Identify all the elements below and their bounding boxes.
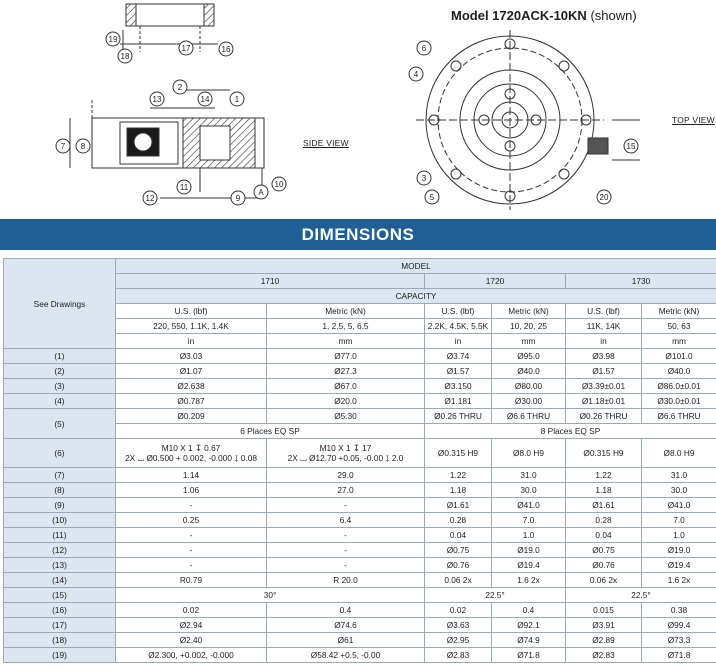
top-callouts — [409, 41, 638, 204]
table-cell: 0.02 — [116, 603, 267, 618]
table-cell: 0.04 — [425, 528, 492, 543]
table-cell: Ø101.0 — [642, 349, 716, 364]
table-cell: - — [267, 558, 425, 573]
table-cell: 31.0 — [642, 468, 716, 483]
svg-text:14: 14 — [200, 95, 210, 104]
table-cell: Ø0.76 — [566, 558, 642, 573]
table-cell: 22.5° — [425, 588, 566, 603]
row-ref: (1) — [4, 349, 116, 364]
table-row — [4, 379, 716, 394]
unit-header: U.S. (lbf) — [425, 304, 492, 319]
capacity-value: 1, 2.5, 5, 6.5 — [267, 319, 425, 334]
table-cell: Ø19.4 — [492, 558, 566, 573]
row-ref: (7) — [4, 468, 116, 483]
svg-text:4: 4 — [413, 70, 419, 79]
model-1710: 1710 — [116, 274, 425, 289]
row-ref: (3) — [4, 379, 116, 394]
row-ref: (14) — [4, 573, 116, 588]
table-cell: Ø6.6 THRU — [642, 409, 716, 424]
table-cell: 1.18 — [425, 483, 492, 498]
top-view-label: TOP VIEW — [672, 115, 715, 125]
table-cell: R0.79 — [116, 573, 267, 588]
table-cell: - — [116, 528, 267, 543]
table-cell: Ø74.6 — [267, 618, 425, 633]
table-row — [4, 588, 716, 603]
table-cell: Ø77.0 — [267, 349, 425, 364]
table-cell: Ø6.6 THRU — [492, 409, 566, 424]
row-ref: (15) — [4, 588, 116, 603]
table-cell: Ø61 — [267, 633, 425, 648]
svg-text:8: 8 — [80, 142, 86, 151]
table-cell: - — [116, 543, 267, 558]
table-cell: Ø40.0 — [492, 364, 566, 379]
table-cell: 22.5° — [566, 588, 716, 603]
table-cell: 0.02 — [425, 603, 492, 618]
length-unit: mm — [267, 334, 425, 349]
table-cell: Ø73.3 — [642, 633, 716, 648]
model-caption-rest: (shown) — [586, 8, 637, 23]
table-cell: Ø2.83 — [425, 648, 492, 663]
table-cell: 1.0 — [492, 528, 566, 543]
table-cell: 1.14 — [116, 468, 267, 483]
row-ref: (11) — [4, 528, 116, 543]
table-cell: 1.0 — [642, 528, 716, 543]
table-cell: 30.0 — [642, 483, 716, 498]
capacity-value: 220, 550, 1.1K, 1.4K — [116, 319, 267, 334]
table-row — [4, 468, 716, 483]
svg-text:1: 1 — [234, 95, 240, 104]
row-note: 8 Places EQ SP — [425, 424, 716, 439]
table-cell: Ø1.61 — [425, 498, 492, 513]
table-cell: Ø19.4 — [642, 558, 716, 573]
table-cell: Ø8.0 H9 — [642, 439, 716, 468]
table-cell: Ø2.300, +0.002, -0.000 — [116, 648, 267, 663]
row-ref: (5) — [4, 409, 116, 439]
capacity-value: 10, 20, 25 — [492, 319, 566, 334]
table-cell: Ø74.9 — [492, 633, 566, 648]
capacity-value: 11K, 14K — [566, 319, 642, 334]
table-cell: 0.28 — [425, 513, 492, 528]
table-row — [4, 439, 716, 468]
table-cell: 30° — [116, 588, 425, 603]
side-view-top-part — [120, 4, 218, 52]
table-cell: Ø2.83 — [566, 648, 642, 663]
table-cell: 1.06 — [116, 483, 267, 498]
model-caption — [451, 8, 637, 23]
table-cell: Ø1.181 — [425, 394, 492, 409]
unit-header: U.S. (lbf) — [566, 304, 642, 319]
svg-text:A: A — [258, 188, 264, 197]
table-cell — [267, 439, 425, 468]
table-cell: 0.28 — [566, 513, 642, 528]
table-cell: 7.0 — [642, 513, 716, 528]
table-cell: Ø19.0 — [492, 543, 566, 558]
table-row — [4, 498, 716, 513]
table-cell: Ø71.8 — [642, 648, 716, 663]
table-cell: Ø1.07 — [116, 364, 267, 379]
table-cell: Ø58.42 +0.5, -0.00 — [267, 648, 425, 663]
table-row — [4, 618, 716, 633]
row-ref: (2) — [4, 364, 116, 379]
table-cell: Ø40.0 — [642, 364, 716, 379]
table-cell: Ø41.0 — [492, 498, 566, 513]
table-cell: Ø27.3 — [267, 364, 425, 379]
svg-text:7: 7 — [60, 142, 66, 151]
top-view — [413, 30, 640, 210]
table-cell: Ø80.00 — [492, 379, 566, 394]
table-cell: 1.22 — [566, 468, 642, 483]
capacity-label: CAPACITY — [116, 289, 716, 304]
length-unit: in — [566, 334, 642, 349]
line: 2X ⌴ Ø0.500 + 0.002, -0.000 ↧ 0.08 — [125, 453, 257, 463]
table-cell: Ø3.98 — [566, 349, 642, 364]
svg-text:13: 13 — [152, 95, 162, 104]
row-note: 6 Places EQ SP — [116, 424, 425, 439]
table-cell — [116, 439, 267, 468]
table-cell: 0.25 — [116, 513, 267, 528]
table-cell: Ø41.0 — [642, 498, 716, 513]
table-row — [4, 528, 716, 543]
table-cell: Ø0.75 — [425, 543, 492, 558]
table-cell: 1.6 2x — [642, 573, 716, 588]
length-unit: mm — [642, 334, 716, 349]
table-cell: Ø92.1 — [492, 618, 566, 633]
svg-text:18: 18 — [120, 52, 130, 61]
line: 2X ⌴ Ø12.70 +0.05, -0.00 ↧ 2.0 — [287, 453, 404, 463]
model-1730: 1730 — [566, 274, 716, 289]
table-cell: Ø3.74 — [425, 349, 492, 364]
table-cell: Ø5.30 — [267, 409, 425, 424]
length-unit: in — [116, 334, 267, 349]
unit-header: Metric (kN) — [642, 304, 716, 319]
dimensions-table — [3, 258, 716, 663]
table-cell: - — [267, 543, 425, 558]
svg-text:10: 10 — [274, 180, 284, 189]
row-ref: (8) — [4, 483, 116, 498]
table-row — [4, 364, 716, 379]
table-cell: Ø2.94 — [116, 618, 267, 633]
table-cell: 31.0 — [492, 468, 566, 483]
line: M10 X 1 ↧ 17 — [319, 443, 372, 453]
row-ref: (13) — [4, 558, 116, 573]
table-cell: - — [267, 498, 425, 513]
svg-text:9: 9 — [235, 194, 241, 203]
svg-text:17: 17 — [181, 44, 191, 53]
row-ref: (17) — [4, 618, 116, 633]
table-cell: 7.0 — [492, 513, 566, 528]
table-cell: Ø0.76 — [425, 558, 492, 573]
table-cell: Ø99.4 — [642, 618, 716, 633]
table-row — [4, 603, 716, 618]
table-cell: Ø20.0 — [267, 394, 425, 409]
table-cell: Ø95.0 — [492, 349, 566, 364]
svg-text:3: 3 — [421, 174, 427, 183]
table-cell: 1.22 — [425, 468, 492, 483]
svg-text:12: 12 — [145, 194, 155, 203]
side-view-label: SIDE VIEW — [303, 138, 349, 148]
unit-header: Metric (kN) — [492, 304, 566, 319]
table-cell: Ø1.18±0.01 — [566, 394, 642, 409]
table-cell: Ø3.03 — [116, 349, 267, 364]
table-row — [4, 394, 716, 409]
table-row — [4, 513, 716, 528]
table-cell: Ø67.0 — [267, 379, 425, 394]
table-cell: 30.0 — [492, 483, 566, 498]
svg-text:5: 5 — [429, 193, 435, 202]
row-ref: (6) — [4, 439, 116, 468]
table-row — [4, 558, 716, 573]
table-cell: 0.4 — [492, 603, 566, 618]
table-cell: - — [267, 528, 425, 543]
table-cell: Ø0.26 THRU — [566, 409, 642, 424]
table-cell: 1.6 2x — [492, 573, 566, 588]
table-cell: Ø0.209 — [116, 409, 267, 424]
table-cell: 0.06 2x — [566, 573, 642, 588]
table-row — [4, 349, 716, 364]
table-cell: 0.04 — [566, 528, 642, 543]
table-cell: Ø2.40 — [116, 633, 267, 648]
table-cell: Ø1.57 — [566, 364, 642, 379]
table-cell: Ø3.63 — [425, 618, 492, 633]
table-cell: R 20.0 — [267, 573, 425, 588]
row-ref: (9) — [4, 498, 116, 513]
table-cell: Ø1.57 — [425, 364, 492, 379]
svg-text:16: 16 — [221, 45, 231, 54]
svg-text:11: 11 — [179, 183, 189, 192]
unit-header: Metric (kN) — [267, 304, 425, 319]
table-cell: Ø19.0 — [642, 543, 716, 558]
table-row — [4, 483, 716, 498]
row-ref: (16) — [4, 603, 116, 618]
table-cell: Ø0.75 — [566, 543, 642, 558]
svg-text:15: 15 — [626, 142, 636, 151]
svg-text:6: 6 — [421, 44, 427, 53]
header-row-model — [4, 259, 716, 274]
row-ref: (12) — [4, 543, 116, 558]
table-cell: Ø86.0±0.01 — [642, 379, 716, 394]
table-row — [4, 573, 716, 588]
table-cell: 27.0 — [267, 483, 425, 498]
table-cell: Ø2.89 — [566, 633, 642, 648]
row-ref: (19) — [4, 648, 116, 663]
row-ref: (4) — [4, 394, 116, 409]
svg-text:20: 20 — [599, 193, 609, 202]
table-cell: Ø2.638 — [116, 379, 267, 394]
row-ref: (18) — [4, 633, 116, 648]
table-cell: Ø1.61 — [566, 498, 642, 513]
table-cell: Ø0.315 H9 — [425, 439, 492, 468]
line: M10 X 1 ↧ 0.67 — [161, 443, 221, 453]
model-1720: 1720 — [425, 274, 566, 289]
table-row — [4, 409, 716, 424]
table-cell: Ø30.00 — [492, 394, 566, 409]
table-cell: 0.4 — [267, 603, 425, 618]
unit-header: U.S. (lbf) — [116, 304, 267, 319]
model-label: MODEL — [116, 259, 716, 274]
table-cell: 6.4 — [267, 513, 425, 528]
table-cell: Ø0.787 — [116, 394, 267, 409]
model-caption-bold: Model 1720ACK-10KN — [451, 8, 587, 23]
length-unit: in — [425, 334, 492, 349]
svg-text:2: 2 — [177, 83, 183, 92]
table-row — [4, 633, 716, 648]
table-cell: Ø30.0±0.01 — [642, 394, 716, 409]
table-cell: 29.0 — [267, 468, 425, 483]
table-cell: Ø2.95 — [425, 633, 492, 648]
table-cell: Ø3.150 — [425, 379, 492, 394]
capacity-value: 2.2K, 4.5K, 5.5K — [425, 319, 492, 334]
table-cell: Ø8.0 H9 — [492, 439, 566, 468]
table-cell: Ø3.91 — [566, 618, 642, 633]
table-cell: Ø3.39±0.01 — [566, 379, 642, 394]
drawing-canvas — [0, 0, 716, 216]
length-unit: mm — [492, 334, 566, 349]
table-cell: 0.015 — [566, 603, 642, 618]
table-cell: 0.06 2x — [425, 573, 492, 588]
table-cell: - — [116, 558, 267, 573]
table-row — [4, 648, 716, 663]
see-drawings-label: See Drawings — [4, 259, 116, 349]
dimensions-table-body — [4, 259, 716, 663]
table-cell: 0.38 — [642, 603, 716, 618]
table-cell: Ø0.26 THRU — [425, 409, 492, 424]
table-cell: Ø71.8 — [492, 648, 566, 663]
capacity-value: 50, 63 — [642, 319, 716, 334]
table-cell: - — [116, 498, 267, 513]
engineering-drawings — [0, 0, 716, 216]
table-cell: 1.18 — [566, 483, 642, 498]
dimensions-banner: DIMENSIONS — [0, 219, 716, 250]
table-cell: Ø0.315 H9 — [566, 439, 642, 468]
row-ref: (10) — [4, 513, 116, 528]
svg-text:19: 19 — [108, 35, 118, 44]
table-row — [4, 543, 716, 558]
